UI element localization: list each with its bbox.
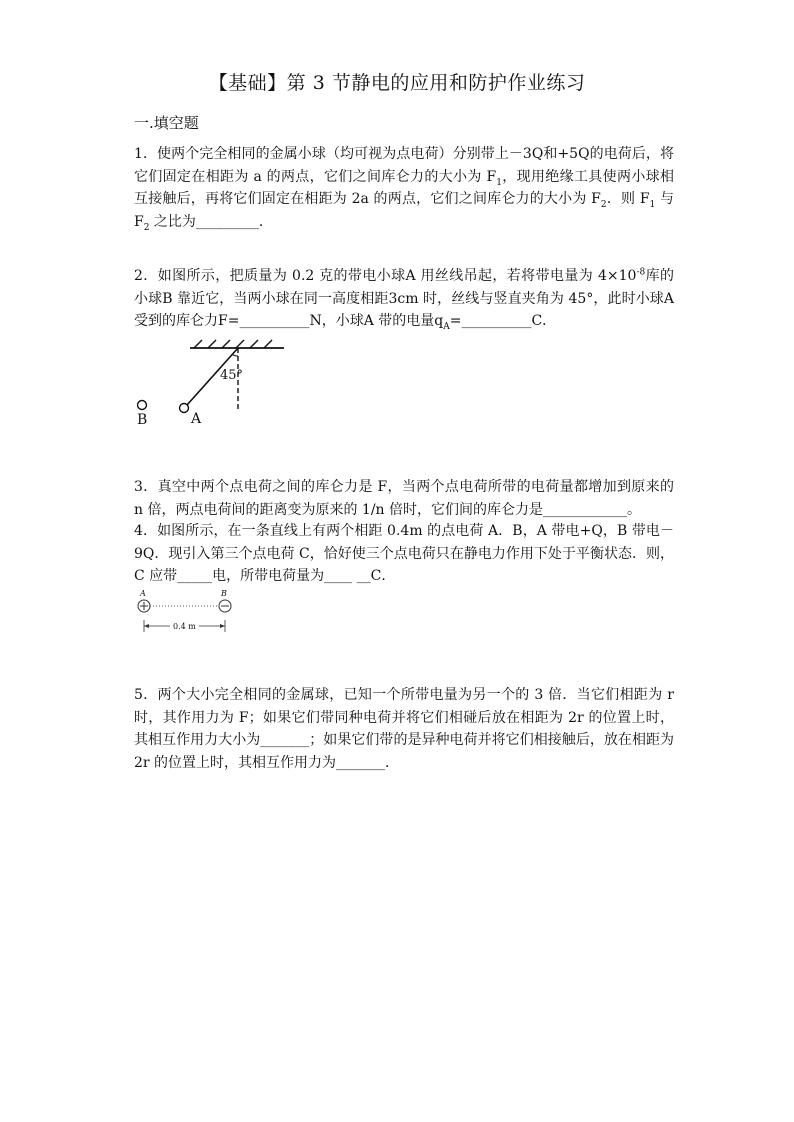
q1-sub-1: 1 bbox=[496, 177, 502, 188]
question-4: 4．如图所示，在一条直线上有两个相距 0.4m 的点电荷 A．B，A 带电+Q，B 带电－9Q．现引入第三个点电荷 C，恰好使三个点电荷只在静电力作用下处于平衡状态．则，C 应带_____电，所带电荷量为____ __C． bbox=[134, 523, 674, 584]
charge-a-positive bbox=[138, 600, 150, 612]
angle-arc bbox=[232, 354, 238, 356]
ball-a-label: A bbox=[191, 411, 202, 427]
q1-text-d: 与 F bbox=[134, 191, 674, 230]
q2-text-c: =__________C． bbox=[449, 313, 557, 329]
ceiling-support bbox=[190, 340, 284, 348]
pendulum-figure bbox=[132, 336, 292, 428]
charge-a-label: A bbox=[140, 589, 146, 598]
q2-text-b: 库的小球B 靠近它，当两小球在同一高度相距3cm 时，丝线与竖直夹角为 45°，此时小球A 受到的库仑力F=__________N，小球A 带的电量q bbox=[134, 268, 674, 329]
q1-sub-2: 2 bbox=[600, 199, 607, 210]
question-1 bbox=[134, 143, 674, 233]
q2-sub: A bbox=[443, 321, 450, 332]
question-5: 5．两个大小完全相同的金属球，已知一个所带电量为另一个的 3 倍．当它们相距为 r 时，其作用力为 F；如果它们带同种电荷并将它们相碰后放在相距为 2r 的位置上时，其相互作用力大小为_______；如果它们带的是异种电荷并将它们相接触后，放在相距为 2r 的位置上时，其相互作用力为_______． bbox=[134, 687, 674, 771]
charges-line-figure bbox=[132, 588, 242, 638]
ball-b-label: B bbox=[137, 412, 148, 428]
q2-sup: -8 bbox=[636, 267, 646, 278]
distance-label: 0.4 m bbox=[173, 622, 196, 631]
question-3: 3．真空中两个点电荷之间的库仑力是 F，当两个点电荷所带的电荷量都增加到原来的 n 倍，两点电荷间的距离变为原来的 1/n 倍时，它们间的库仑力是____________。 bbox=[134, 479, 674, 518]
page-title: 【基础】第 3 节静电的应用和防护作业练习 bbox=[208, 72, 586, 94]
q1-sub-4: 2 bbox=[143, 222, 150, 233]
question-2 bbox=[134, 265, 674, 333]
charge-b-label: B bbox=[221, 589, 227, 598]
q1-text-a: 1．使两个完全相同的金属小球（均可视为点电荷）分别带上－3Q和+5Q的电荷后，将它们固定在相距为 a 的两点，它们之间库仑力的大小为 F bbox=[134, 146, 674, 185]
charge-b-negative bbox=[219, 600, 231, 612]
ball-a bbox=[180, 404, 189, 413]
q1-text-b: ，现用绝缘工具使两小球相互接触后，再将它们固定在相距为 2a 的两点，它们之间库仑力的大小为 F bbox=[134, 168, 674, 207]
q2-text-a: 2．如图所示，把质量为 0.2 克的带电小球A 用丝线吊起，若将带电量为 4×10 bbox=[134, 268, 637, 284]
section-heading: 一.填空题 bbox=[134, 114, 199, 132]
q1-sub-3: 1 bbox=[649, 199, 656, 210]
q1-text-e: 之比为_________． bbox=[149, 213, 273, 230]
angle-label: 45° bbox=[220, 368, 244, 383]
ball-b bbox=[138, 401, 147, 410]
q1-text-c: ．则 F bbox=[606, 191, 650, 207]
